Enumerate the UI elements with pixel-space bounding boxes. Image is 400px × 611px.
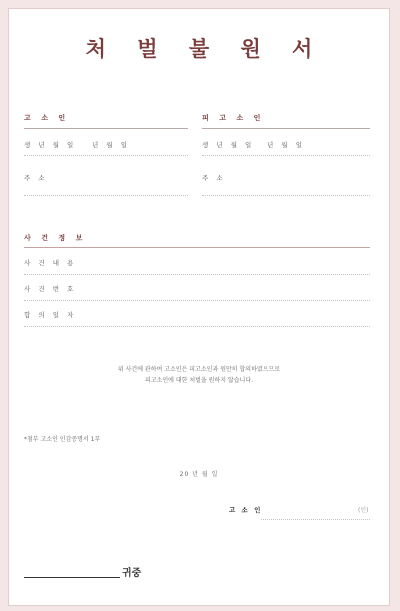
- case-settle-label: 합 의 일 자: [24, 311, 77, 319]
- document-date: 20 년 월 일: [179, 471, 219, 478]
- seal-mark: (인): [358, 507, 369, 514]
- complainant-birth-value: 년 월 일: [92, 141, 130, 149]
- recipient-label: 귀중: [122, 568, 142, 579]
- complainant-address-label: 주 소: [24, 174, 48, 182]
- case-content-label: 사 건 내 용: [24, 259, 77, 267]
- complainant-birth-line: [24, 155, 188, 156]
- statement-line-2: 피고소인에 대한 처벌을 원하지 않습니다.: [144, 377, 254, 384]
- defendant-birth-line: [202, 155, 370, 156]
- defendant-birth-label: 생 년 월 일: [202, 141, 255, 149]
- defendant-address-label: 주 소: [202, 174, 226, 182]
- defendant-address-line: [202, 195, 370, 196]
- defendant-birth-value: 년 월 일: [267, 141, 305, 149]
- case-heading: 사 건 정 보: [24, 234, 87, 242]
- attachment-note: *첨부 고소인 인감증명서 1부: [24, 436, 101, 443]
- complainant-heading: 고 소 인: [24, 114, 70, 122]
- document-title: 처 벌 불 원 서: [85, 37, 325, 61]
- case-number-label: 사 건 번 호: [24, 285, 77, 293]
- statement-line-1: 위 사건에 관하여 고소인은 피고소인과 원만히 합의하였으므로: [117, 366, 281, 373]
- recipient-line: [24, 577, 120, 578]
- case-heading-rule: [24, 247, 370, 248]
- complainant-address-line: [24, 195, 188, 196]
- case-settle-line: [24, 326, 370, 327]
- signature-label: 고 소 인: [229, 506, 263, 514]
- case-number-line: [24, 300, 370, 301]
- case-content-line: [24, 274, 370, 275]
- signature-line: [261, 519, 370, 520]
- defendant-heading: 피 고 소 인: [202, 114, 265, 122]
- complainant-birth-label: 생 년 월 일: [24, 141, 77, 149]
- defendant-heading-rule: [202, 128, 370, 129]
- complainant-heading-rule: [24, 128, 188, 129]
- document-page: [8, 8, 390, 606]
